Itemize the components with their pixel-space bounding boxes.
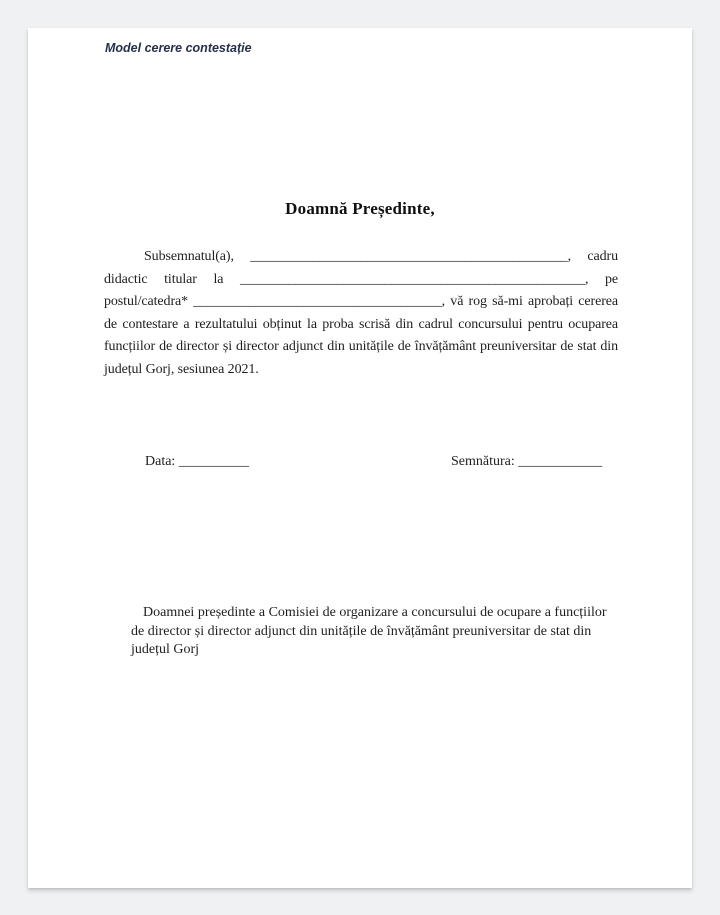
- body-line-4: de contestare a rezultatului obținut la proba scrisă din cadrul concursului pentru ocuparea: [104, 316, 618, 332]
- body-line-5: funcțiilor de director și director adjunct din unitățile de învățământ preuniversitar de stat din: [104, 339, 618, 355]
- addressee-paragraph: [131, 604, 636, 660]
- body-line-3: postul/catedra* ____________________________________, vă rog să-mi aprobați cererea: [104, 294, 618, 310]
- signature-field-label: Semnătura: ____________: [451, 454, 603, 469]
- document-page: [28, 28, 692, 888]
- body-line-6: județul Gorj, sesiunea 2021.: [104, 361, 259, 377]
- addressee-line-3: județul Gorj: [131, 642, 200, 658]
- body-paragraph: [104, 246, 618, 382]
- letter-salutation-title: Doamnă Președinte,: [285, 199, 435, 218]
- addressee-line-2: de director și director adjunct din unitățile de învățământ preuniversitar de stat din: [131, 623, 592, 639]
- body-line-1: Subsemnatul(a), ______________________________________________, cadru: [144, 249, 618, 264]
- date-field-label: Data: __________: [145, 454, 249, 469]
- body-line-2: didactic titular la __________________________________________________, pe: [104, 271, 618, 287]
- addressee-line-1: Doamnei președinte a Comisiei de organizare a concursului de ocupare a funcțiilor: [143, 605, 607, 620]
- document-type-label: Model cerere contestație: [105, 41, 252, 55]
